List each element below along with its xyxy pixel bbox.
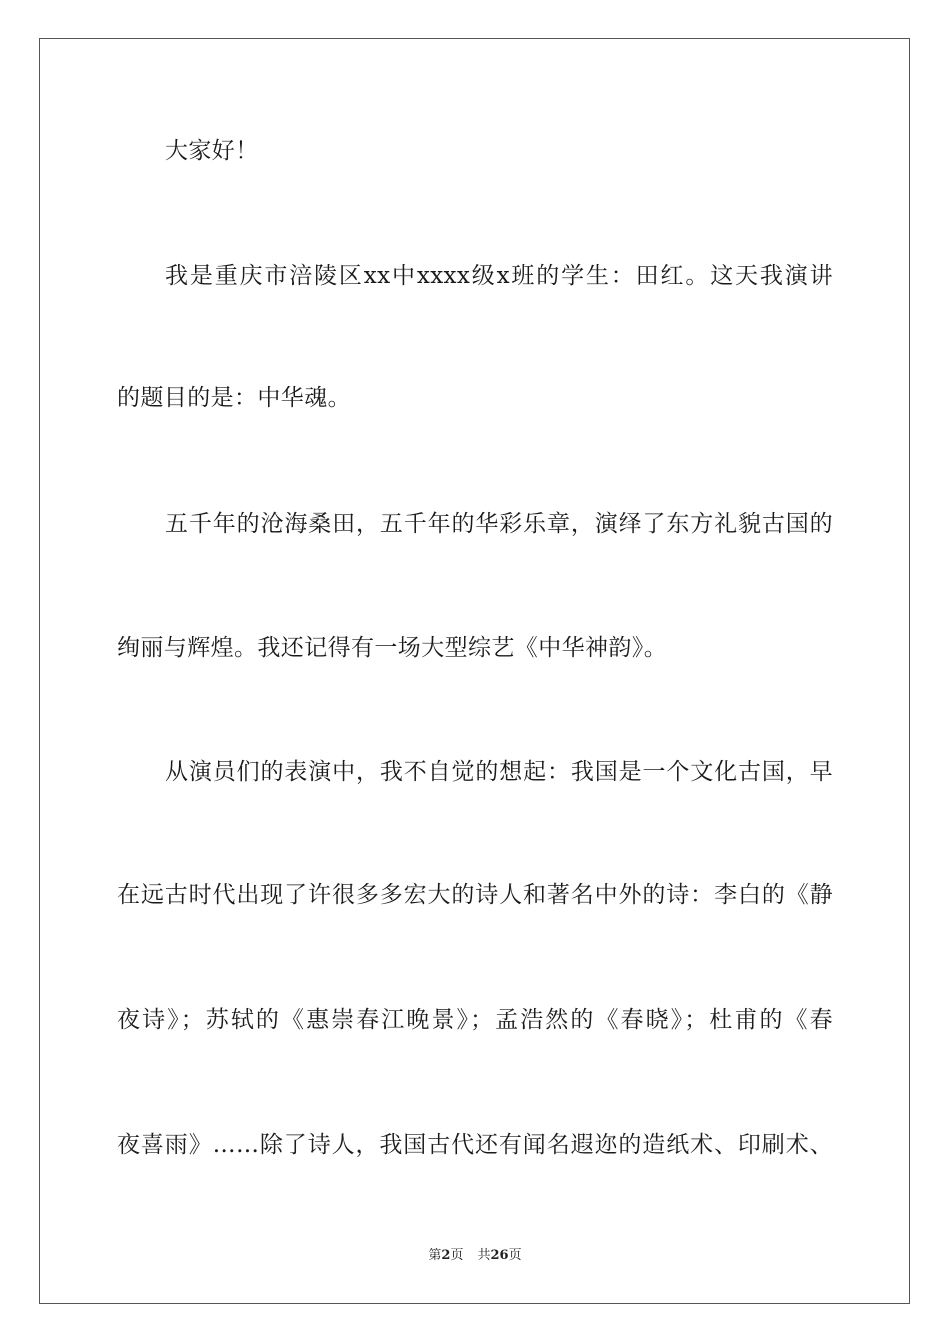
footer-total-prefix: 共: [477, 1248, 491, 1263]
footer-page-number: 2: [441, 1248, 451, 1263]
footer-total-pages: 26: [490, 1248, 509, 1263]
page-footer: [0, 1247, 950, 1265]
footer-page-prefix: 第: [428, 1248, 442, 1263]
paragraph-1-line-1: 我是重庆市涪陵区xx中xxxx级x班的学生：田红。这天我演讲: [165, 263, 833, 289]
paragraph-1-line-2: 的题目的是：中华魂。: [117, 385, 351, 411]
paragraph-2-line-1: 五千年的沧海桑田，五千年的华彩乐章，演绎了东方礼貌古国的: [165, 511, 833, 537]
paragraph-3-line-3: 夜诗》；苏轼的《惠崇春江晚景》；孟浩然的《春晓》；杜甫的《春: [117, 1007, 833, 1033]
footer-page-suffix: 页: [450, 1248, 464, 1263]
paragraph-3-line-1: 从演员们的表演中，我不自觉的想起：我国是一个文化古国，早: [165, 759, 833, 785]
greeting-line: 大家好！: [165, 138, 259, 164]
paragraph-2-line-2: 绚丽与辉煌。我还记得有一场大型综艺《中华神韵》。: [117, 635, 668, 661]
footer-total-suffix: 页: [508, 1248, 522, 1263]
page-border: [39, 38, 910, 1304]
paragraph-3-line-2: 在远古时代出现了许很多多宏大的诗人和著名中外的诗：李白的《静: [117, 882, 833, 908]
paragraph-3-line-4: 夜喜雨》……除了诗人，我国古代还有闻名遐迩的造纸术、印刷术、: [117, 1132, 833, 1158]
